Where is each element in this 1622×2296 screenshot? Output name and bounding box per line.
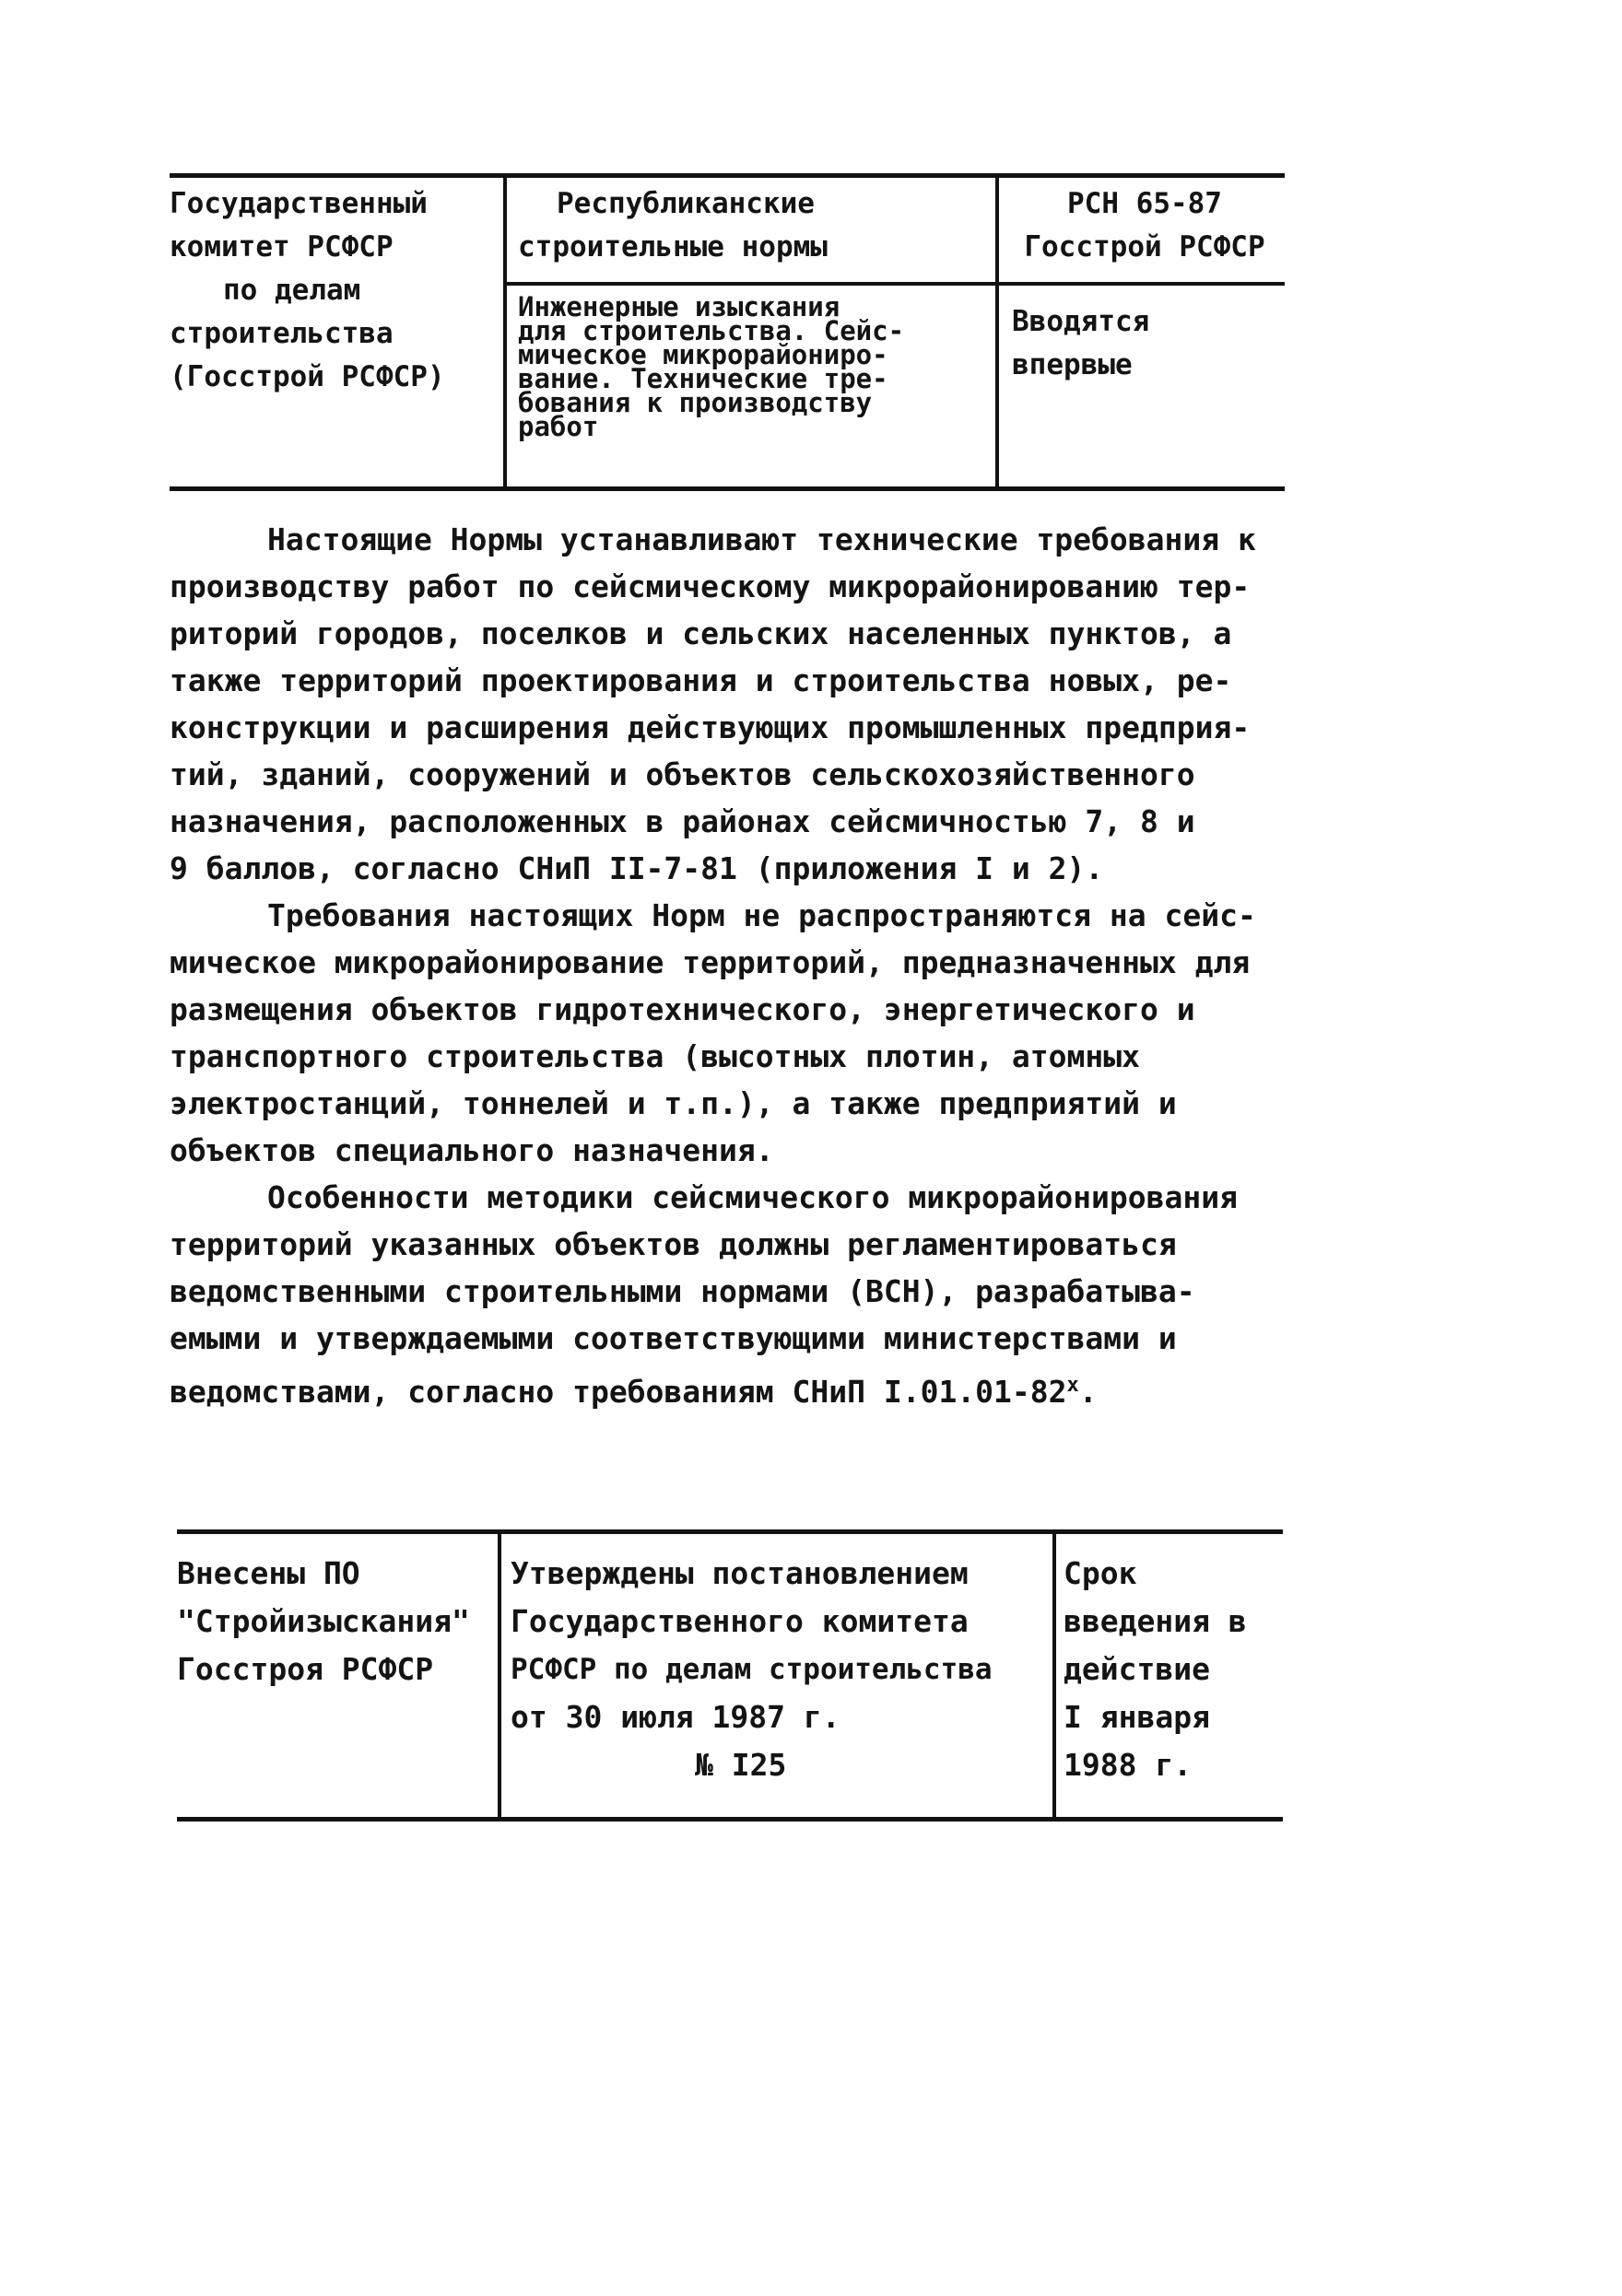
text-line: территорий указанных объектов должны регламентироваться (170, 1226, 1177, 1262)
text-line: размещения объектов гидротехнического, энергетического и (170, 991, 1195, 1027)
title-line: вание. Технические тре- (518, 363, 888, 394)
text-line: ведомственными строительными нормами (ВСН), разрабатыва- (170, 1273, 1195, 1309)
issuer-line: строительства (170, 317, 394, 350)
text-line: Требования настоящих Норм не распространяются на сейс- (267, 897, 1256, 933)
closing-period: . (1078, 1374, 1098, 1410)
superscript-x: x (1066, 1374, 1079, 1397)
text-line: конструкции и расширения действующих промышленных предприя- (170, 709, 1251, 745)
text-line: мическое микрорайонирование территорий, предназначенных для (170, 944, 1251, 980)
effective-line: I января (1064, 1699, 1210, 1735)
title-line: Инженерные изыскания (518, 291, 840, 322)
text-line: также территорий проектирования и строительства новых, ре- (170, 662, 1232, 698)
doc-type-line: строительные нормы (518, 230, 828, 264)
effective-line: действие (1064, 1651, 1210, 1687)
text-line: емыми и утверждаемыми соответствующими министерствами и (170, 1320, 1177, 1356)
text-line: 9 баллов, согласно СНиП II-7-81 (приложения I и 2). (170, 850, 1104, 886)
document-code-cell (1005, 182, 1285, 269)
document-title-cell (518, 291, 988, 442)
effective-date-cell (1064, 1550, 1283, 1789)
issuer-line: (Госстрой РСФСР) (170, 360, 445, 393)
title-line: мическое микрорайониро- (518, 339, 888, 370)
effective-line: Срок (1064, 1555, 1137, 1591)
text-line: Особенности методики сейсмического микрорайонирования (267, 1179, 1238, 1215)
approved-by-cell (511, 1550, 1049, 1789)
text-line: Настоящие Нормы устанавливают технические требования к (267, 521, 1256, 557)
header-divider-1 (503, 177, 507, 490)
text-line: электростанций, тоннелей и т.п.), а также предприятий и (170, 1085, 1177, 1121)
approved-line: РСФСР по делам строительства (511, 1653, 993, 1686)
text-line: назначения, расположенных в районах сейсмичностью 7, 8 и (170, 803, 1195, 839)
text-line: объектов специального назначения. (170, 1132, 774, 1168)
effective-line: 1988 г. (1064, 1747, 1193, 1783)
header-middle-rule (505, 282, 1285, 286)
code-line: РСН 65-87 (1067, 187, 1222, 220)
approved-line: Утверждены постановлением (511, 1555, 969, 1591)
title-line: работ (518, 411, 599, 442)
text-line: риторий городов, поселков и сельских населенных пунктов, а (170, 615, 1232, 651)
document-body (170, 516, 1285, 1415)
issuer-line: по делам (223, 274, 361, 307)
issuer-line: Государственный (170, 187, 428, 220)
status-line: впервые (1012, 348, 1133, 381)
paragraph-3 (170, 1174, 1285, 1415)
introduced-line: Госстроя РСФСР (177, 1651, 434, 1687)
issuer-line: комитет РСФСР (170, 230, 394, 264)
text-line (170, 1362, 1285, 1415)
paragraph-2 (170, 892, 1285, 1174)
doc-type-line: Республиканские (557, 187, 815, 220)
header-table (170, 173, 1285, 494)
text-line: тий, зданий, сооружений и объектов сельскохозяйственного (170, 756, 1195, 792)
approval-divider-2 (1052, 1533, 1056, 1819)
code-line: Госстрой РСФСР (1024, 230, 1265, 264)
text-line: производству работ по сейсмическому микрорайонированию тер- (170, 568, 1251, 604)
introduced-by-cell (177, 1550, 490, 1693)
approved-line: Государственного комитета (511, 1603, 969, 1639)
header-top-rule (170, 173, 1285, 178)
text-line: транспортного строительства (высотных плотин, атомных (170, 1038, 1140, 1074)
status-cell (1012, 300, 1279, 387)
approval-divider-1 (498, 1533, 501, 1819)
effective-line: введения в (1064, 1603, 1247, 1639)
paragraph-1 (170, 516, 1285, 892)
approval-table (177, 1529, 1283, 1824)
issuer-cell (170, 182, 498, 399)
introduced-line: "Стройизыскания" (177, 1603, 470, 1639)
header-bottom-rule (170, 486, 1285, 491)
snip-reference: ведомствами, согласно требованиям СНиП I.01.01-82 (170, 1374, 1067, 1410)
header-divider-2 (995, 177, 999, 490)
decree-number: № I25 (695, 1747, 787, 1783)
approval-top-rule (177, 1529, 1283, 1534)
doc-type-cell (518, 182, 979, 269)
title-line: бования к производству (518, 387, 873, 418)
title-line: для строительства. Сейс- (518, 315, 905, 346)
introduced-line: Внесены ПО (177, 1555, 360, 1591)
status-line: Вводятся (1012, 305, 1150, 338)
approved-line: от 30 июля 1987 г. (511, 1699, 840, 1735)
approval-bottom-rule (177, 1817, 1283, 1822)
